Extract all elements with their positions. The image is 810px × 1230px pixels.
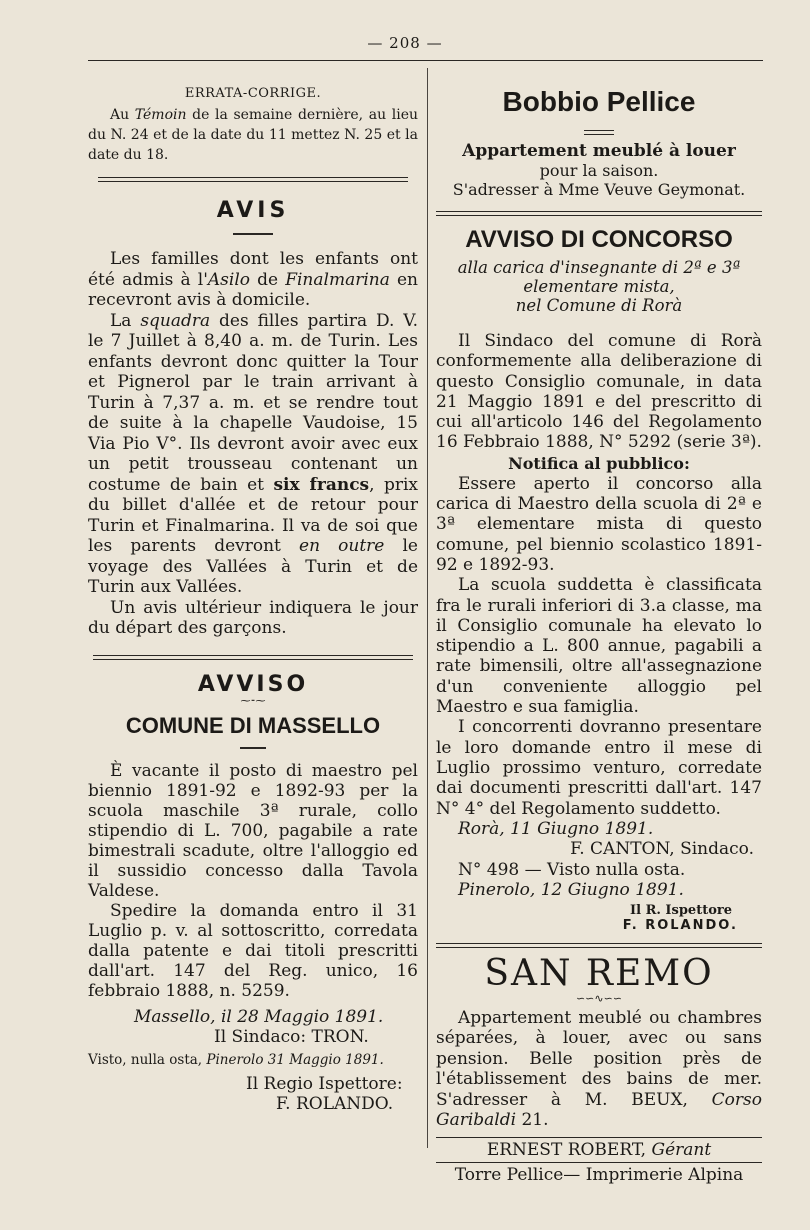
massello-sindaco: Il Sindaco: TRON. [214, 1027, 369, 1047]
footer-rule [436, 1137, 762, 1138]
concorso-section [436, 226, 762, 933]
concorso-notifica: Notifica al pubblico: [508, 453, 690, 473]
errata-title: ERRATA-CORRIGE. [184, 86, 322, 101]
concorso-ispettore-name: F. ROLANDO. [622, 917, 738, 933]
concorso-subtitle-1: alla carica d'insegnante di 2ª e 3ª [457, 258, 741, 277]
section-rule [436, 211, 762, 216]
sanremo-title: SAN REMO [484, 952, 714, 994]
footer [436, 1140, 762, 1186]
concorso-subtitle-2: elementare mista, [523, 277, 675, 296]
concorso-date-2: Pinerolo, 12 Giugno 1891. [458, 880, 684, 901]
avis-paragraph-3: Un avis ultérieur indiquera le jour du départ des garçons. [88, 597, 418, 638]
errata-text: Au Témoin de la semaine dernière, au lieu du N. 24 et de la date du 11 mettez N. 25 et la date du 18. [88, 107, 418, 163]
avviso-massello-section [88, 672, 418, 1115]
ornament: ∽∽∿∽∽ [575, 991, 623, 1005]
concorso-subtitle-3: nel Comune di Rorà [515, 296, 683, 315]
concorso-paragraph-3: La scuola suddetta è classificata fra le rurali inferiori di 3.a classe, ma il Consiglio comunale ha elevato lo stipendio a L. 800 annue, pagabili a rate bimensili, oltre all'assegnazione d'un conveniente alloggio pel Maestro e sua famiglia. [436, 575, 762, 718]
massello-subtitle: COMUNE DI MASSELLO [125, 712, 381, 738]
concorso-ispettore: Il R. Ispettore [630, 902, 732, 918]
bobbio-title: Bobbio Pellice [502, 86, 696, 117]
concorso-paragraph-1: Il Sindaco del comune di Rorà conformemente alla deliberazione di questo Consiglio comunale, in data 21 Maggio 1891 e del prescritto di cui all'articolo 146 del Regolamento 16 Febbraio 1888, N° 5292 (serie 3ª). [436, 331, 762, 453]
section-rule [93, 655, 413, 660]
massello-ispettore: Il Regio Ispettore: [246, 1073, 403, 1094]
avis-section [88, 198, 418, 639]
massello-paragraph-1: È vacante il posto di maestro pel biennio 1891-92 e 1892-93 per la scuola maschile 3ª rurale, collo stipendio di L. 700, pagabile a rate bimestrali scadute, oltre l'alloggio ed il sussidio concesso dalla Tavola Valdese. [88, 760, 418, 901]
concorso-title: AVVISO DI CONCORSO [465, 226, 733, 253]
title-dash [240, 747, 266, 749]
page-number: — 208 — [367, 34, 443, 52]
bobbio-line-2: pour la saison. [539, 161, 659, 180]
title-dash [233, 233, 273, 235]
ornament: ⁓⁃⁓ [240, 695, 266, 707]
concorso-date-1: Rorà, 11 Giugno 1891. [458, 818, 654, 839]
massello-ispettore-name: F. ROLANDO. [276, 1094, 394, 1114]
column-divider [427, 68, 428, 1148]
errata-section [88, 86, 418, 165]
footer-gerant: ERNEST ROBERT, Gérant [486, 1139, 712, 1160]
section-rule [436, 943, 762, 948]
right-column [436, 80, 762, 1186]
header-rule [88, 60, 763, 61]
section-rule [98, 177, 408, 182]
avis-paragraph-2: La squadra des filles partira D. V. le 7 Juillet à 8,40 a. m. de Turin. Les enfants devront donc quitter la Tour et Pignerol par le train arrivant à Turin à 7,37 a. m. et se rendre tout de suite à la chapelle Vaudoise, 15 Via Pio V°. Ils devront avoir avec eux un petit trousseau contenant un costume de bain et six francs, prix du billet d'allée et de retour pour Turin et Finalmarina. Il va de soi que les parents devront en outre le voyage des Vallées à Turin et de Turin aux Vallées. [88, 310, 419, 597]
bobbio-line-1: Appartement meublé à louer [462, 141, 736, 161]
footer-imprint: Torre Pellice— Imprimerie Alpina [454, 1165, 744, 1186]
bobbio-section [436, 86, 762, 199]
sanremo-section [436, 954, 762, 1131]
footer-rule [436, 1162, 762, 1163]
left-column [88, 80, 418, 1115]
title-dash [584, 130, 614, 135]
concorso-visto: N° 498 — Visto nulla osta. [458, 859, 686, 880]
concorso-paragraph-4: I concorrenti dovranno presentare le loro domande entro il mese di Luglio prossimo venturo, corredate dai documenti prescritti dall'art. 147 N° 4° del Regolamento suddetto. [436, 717, 762, 819]
avis-title: AVIS [216, 198, 290, 223]
bobbio-line-3: S'adresser à Mme Veuve Geymonat. [452, 180, 746, 199]
concorso-paragraph-2: Essere aperto il concorso alla carica di Maestro della scuola di 2ª e 3ª elementare mista di questo comune, pel biennio scolastico 1891-92 e 1892-93. [436, 473, 762, 575]
massello-visto: Visto, nulla osta, Pinerolo 31 Maggio 1891. [88, 1051, 384, 1068]
sanremo-text: Appartement meublé ou chambres séparées, à louer, avec ou sans pension. Belle position près de l'établissement des bains de mer. S'adresser à M. BEUX, Corso Garibaldi 21. [436, 1007, 762, 1131]
avis-paragraph-1: Les familles dont les enfants ont été admis à l'Asilo de Finalmarina en recevront avis à domicile. [88, 249, 418, 310]
avviso-title: AVVISO [197, 671, 309, 697]
concorso-sign-1: F. CANTON, Sindaco. [570, 839, 754, 860]
massello-date: Massello, il 28 Maggio 1891. [134, 1006, 384, 1027]
massello-paragraph-2: Spedire la domanda entro il 31 Luglio p. v. al sottoscritto, corredata dalla patente e dai titoli prescritti dall'art. 147 del Reg. unico, 16 febbraio 1888, n. 5259. [88, 900, 418, 1001]
